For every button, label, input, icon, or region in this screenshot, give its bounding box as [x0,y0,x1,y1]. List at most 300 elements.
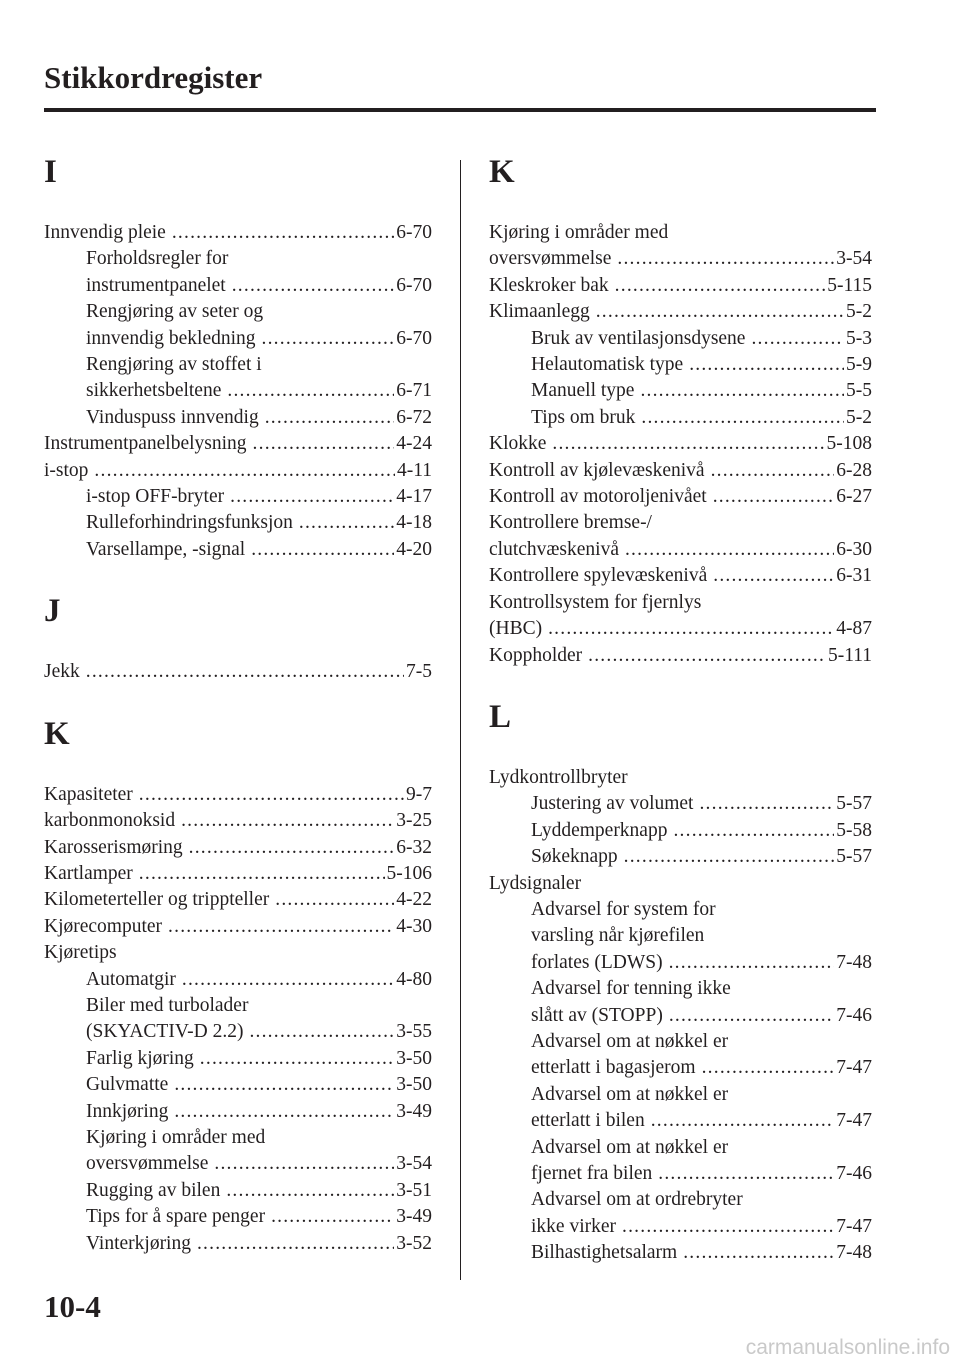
index-entry [44,940,432,966]
dot-leader [713,563,834,589]
entry-term: ikke virker [531,1215,617,1237]
entry-line [531,1082,872,1108]
entry-term: i-stop [44,459,89,481]
page-reference: 3-49 [396,1206,432,1228]
index-entry [489,643,872,669]
page-reference: 3-50 [396,1047,432,1069]
entry-term: Koppholder [489,644,583,666]
dot-leader [265,405,395,431]
dot-leader [197,1231,394,1257]
entry-line [86,405,432,431]
entry-list [489,765,872,1267]
entry-term: Kontrollere bremse-/ [489,512,652,534]
page-reference: 3-55 [396,1021,432,1043]
page-reference: 4-22 [396,889,432,911]
index-entry [489,299,872,325]
index-subentry [44,993,432,1046]
index-subentry [44,537,432,563]
dot-leader [711,458,835,484]
entry-term: Varsellampe, -signal [86,538,246,560]
entry-line [86,1072,432,1098]
entry-term: Kjøretips [44,942,117,964]
index-entry [44,914,432,940]
entry-line [531,405,872,431]
page-reference: 6-72 [396,406,432,428]
page-reference: 7-47 [836,1215,872,1237]
index-subentry [44,484,432,510]
entry-line [86,1151,432,1177]
index-entry [489,458,872,484]
header-rule [44,108,876,112]
page-reference: 5-3 [846,327,872,349]
entry-line [86,993,432,1019]
entry-line [86,537,432,563]
entry-line [531,976,872,1002]
entry-line [531,923,872,949]
page-reference: 3-25 [396,810,432,832]
entry-term: Rengjøring av stoffet i [86,354,262,376]
dot-leader [658,1161,834,1187]
index-subentry [489,897,872,976]
entry-line [86,378,432,404]
entry-line [531,1187,872,1213]
dot-leader [226,1178,394,1204]
entry-term: Kjøring i områder med [86,1126,266,1148]
index-subentry [489,405,872,431]
entry-term: Advarsel for tenning ikke [531,978,731,1000]
page-reference: 6-31 [836,565,872,587]
entry-term: Forholdsregler for [86,248,229,270]
entry-line [86,352,432,378]
entry-term: Kontrollsystem for fjernlys [489,591,702,613]
entry-term: Kleskroker bak [489,274,609,296]
entry-line [531,326,872,352]
index-subentry [489,1240,872,1266]
dot-leader [139,861,385,887]
index-entry [44,835,432,861]
entry-term: Lyddemperknapp [531,819,668,841]
index-subentry [489,1187,872,1240]
index-subentry [489,352,872,378]
entry-term: slått av (STOPP) [531,1004,663,1026]
entry-term: Innvendig pleie [44,222,166,243]
index-subentry [489,976,872,1029]
index-entry [489,484,872,510]
entry-term: sikkerhetsbeltene [86,380,222,402]
entry-line [531,352,872,378]
entry-line [489,431,872,457]
dot-leader [262,326,395,352]
dot-leader [271,1204,394,1230]
entry-term: Manuell type [531,380,635,402]
index-entry [489,431,872,457]
entry-term: Karosserismøring [44,836,183,858]
index-entry [489,590,872,643]
dot-leader [713,484,835,510]
index-subentry [44,1125,432,1178]
entry-line [44,458,432,484]
entry-line [531,378,872,404]
entry-term: (HBC) [489,618,543,640]
dot-leader [624,844,835,870]
entry-line [86,326,432,352]
entry-line [531,1135,872,1161]
entry-line [489,643,872,669]
entry-line [489,563,872,589]
dot-leader [253,431,395,457]
index-subentry [44,1231,432,1257]
page-reference: 6-30 [836,538,872,560]
page-reference: 5-57 [836,846,872,868]
entry-line [86,967,432,993]
section-letter: I [44,154,57,190]
index-entry [44,782,432,808]
page-reference: 4-87 [836,618,872,640]
dot-leader [683,1240,834,1266]
dot-leader [640,378,844,404]
page-reference: 3-54 [836,248,872,270]
index-entry [489,273,872,299]
entry-line [86,1231,432,1257]
entry-term: fjernet fra bilen [531,1163,653,1184]
dot-leader [200,1046,394,1072]
entry-line [531,791,872,817]
dot-leader [641,405,844,431]
index-subentry [44,405,432,431]
entry-line [531,1029,872,1055]
index-entry [489,510,872,563]
section-letter: L [489,698,512,735]
dot-leader [251,537,394,563]
index-subentry [489,844,872,870]
page-reference: 5-2 [846,406,872,428]
dot-leader [86,659,404,685]
dot-leader [94,458,395,484]
entry-line [531,897,872,923]
entry-term: Farlig kjøring [86,1047,194,1069]
entry-term: i-stop OFF-bryter [86,486,225,508]
entry-line [531,844,872,870]
entry-line [489,871,872,897]
entry-line [489,273,872,299]
entry-line [44,659,432,685]
entry-term: Advarsel om at nøkkel er [531,1030,729,1052]
entry-line [531,1240,872,1266]
entry-line [531,1055,872,1081]
entry-list [489,220,872,669]
entry-line [531,1161,872,1187]
page-reference: 3-50 [396,1074,432,1096]
index-subentry [44,246,432,299]
index-column-right [489,150,872,1267]
entry-term: Lydkontrollbryter [489,766,628,788]
page-header-title: Stikkordregister [44,60,263,95]
entry-term: Justering av volumet [531,793,694,815]
index-subentry [489,378,872,404]
dot-leader [299,510,394,536]
index-subentry [489,326,872,352]
dot-leader [751,326,844,352]
page-reference: 7-48 [836,1242,872,1264]
dot-leader [673,818,834,844]
dot-leader [669,950,835,976]
entry-term: Advarsel om at nøkkel er [531,1083,729,1105]
entry-line [489,299,872,325]
index-section-i [44,150,432,563]
entry-line [489,484,872,510]
entry-term: oversvømmelse [86,1153,209,1175]
entry-term: Innkjøring [86,1100,169,1122]
entry-term: Advarsel om at ordrebryter [531,1189,743,1211]
page-reference: 3-51 [396,1179,432,1201]
page-reference: 5-2 [846,301,872,323]
index-subentry [44,1072,432,1098]
entry-line [44,887,432,913]
dot-leader [249,1019,394,1045]
index-section-l [489,695,872,1267]
entry-term: etterlatt i bilen [531,1110,645,1132]
entry-term: Søkeknapp [531,846,618,868]
dot-leader [189,835,395,861]
entry-term: Advarsel om at nøkkel er [531,1136,729,1158]
index-entry [44,887,432,913]
index-entry [44,431,432,457]
index-section-j [44,589,432,685]
entry-line [86,246,432,272]
entry-line [531,950,872,976]
entry-line [86,273,432,299]
entry-list [44,220,432,563]
section-letter: J [44,593,61,630]
index-entry [44,458,432,484]
dot-leader [596,299,844,325]
index-subentry [44,1099,432,1125]
entry-line [489,220,872,246]
index-entry [44,808,432,834]
entry-term: Vinterkjøring [86,1232,191,1254]
entry-term: Bilhastighetsalarm [531,1242,678,1264]
dot-leader [181,808,394,834]
entry-term: Instrumentpanelbelysning [44,433,247,455]
entry-line [86,299,432,325]
section-letter: K [489,154,515,190]
page-reference: 4-20 [396,538,432,560]
entry-line [44,940,432,966]
page-reference: 5-58 [836,819,872,841]
index-subentry [44,1204,432,1230]
index-entry [44,861,432,887]
entry-term: Rugging av bilen [86,1179,221,1201]
index-subentry [44,1178,432,1204]
dot-leader [232,273,395,299]
entry-term: Rengjøring av seter og [86,301,264,323]
page-reference: 7-46 [836,1004,872,1026]
page-reference: 7-5 [406,661,432,683]
entry-term: oversvømmelse [489,248,612,270]
page-reference: 5-115 [827,274,872,296]
entry-line [489,765,872,791]
entry-term: Kilometerteller og trippteller [44,889,270,911]
entry-line [489,590,872,616]
index-subentry [44,967,432,993]
dot-leader [168,914,394,940]
entry-term: Klimaanlegg [489,301,590,323]
index-subentry [44,352,432,405]
dot-leader [230,484,394,510]
entry-term: varsling når kjørefilen [531,925,705,947]
dot-leader [214,1151,394,1177]
dot-leader [275,887,394,913]
dot-leader [699,791,834,817]
page-reference: 6-71 [396,380,432,402]
entry-term: forlates (LDWS) [531,951,663,973]
entry-term: Kjørecomputer [44,915,163,937]
page-reference: 7-47 [836,1057,872,1079]
dot-leader [622,1214,834,1240]
index-subentry [44,510,432,536]
page-reference: 4-80 [396,968,432,990]
entry-line [489,537,872,563]
entry-term: Kontrollere spylevæskenivå [489,565,708,587]
entry-term: Automatgir [86,968,176,990]
page-reference: 6-27 [836,486,872,508]
index-entry [44,220,432,246]
page-reference: 3-49 [396,1100,432,1122]
index-entry [489,871,872,897]
entry-term: Gulvmatte [86,1074,169,1096]
entry-line [489,246,872,272]
page-reference: 7-48 [836,951,872,973]
entry-list [44,659,432,685]
entry-term: Helautomatisk type [531,354,684,376]
entry-term: Jekk [44,661,80,683]
page-reference: 9-7 [406,783,432,805]
entry-term: innvendig bekledning [86,327,256,349]
dot-leader [548,616,834,642]
page-reference: 4-30 [396,915,432,937]
page-reference: 6-70 [396,222,432,243]
entry-term: Kjøring i områder med [489,222,669,243]
dot-leader [552,431,824,457]
entry-term: Klokke [489,433,547,455]
entry-line [44,220,432,246]
index-subentry [489,1082,872,1135]
entry-term: Kontroll av motoroljenivået [489,486,707,508]
dot-leader [689,352,844,378]
page-reference: 4-18 [396,512,432,534]
entry-line [44,431,432,457]
index-subentry [44,1046,432,1072]
index-entry [489,220,872,273]
page-reference: 5-106 [386,862,432,884]
entry-line [44,861,432,887]
index-section-k [489,150,872,669]
page-reference: 6-32 [396,836,432,858]
dot-leader [172,220,394,246]
dot-leader [651,1108,835,1134]
entry-line [86,1099,432,1125]
entry-term: Bruk av ventilasjonsdysene [531,327,746,349]
entry-term: instrumentpanelet [86,274,226,296]
index-subentry [489,818,872,844]
entry-line [531,1108,872,1134]
dot-leader [139,782,404,808]
entry-term: Advarsel for system for [531,898,716,920]
page-reference: 4-11 [396,459,432,481]
entry-line [86,510,432,536]
entry-term: karbonmonoksid [44,810,176,832]
page-reference: 7-46 [836,1163,872,1184]
index-entry [44,659,432,685]
page-reference: 6-70 [396,274,432,296]
entry-line [86,1046,432,1072]
entry-list [44,782,432,1257]
page-reference: 3-54 [396,1153,432,1175]
dot-leader [617,246,834,272]
index-section-k [44,712,432,1257]
index-entry [489,765,872,791]
watermark: carmanualsonline.info [745,1336,950,1359]
entry-line [44,835,432,861]
dot-leader [702,1055,835,1081]
entry-line [531,1003,872,1029]
page-reference: 5-108 [826,433,872,455]
page-reference: 6-28 [836,459,872,481]
entry-term: Kontroll av kjølevæskenivå [489,459,705,481]
dot-leader [174,1099,394,1125]
entry-line [86,1125,432,1151]
dot-leader [615,273,826,299]
section-letter: K [44,715,70,752]
entry-term: Rulleforhindringsfunksjon [86,512,293,534]
entry-line [489,616,872,642]
page-reference: 7-47 [836,1110,872,1132]
index-subentry [489,1029,872,1082]
page-reference: 5-5 [846,380,872,402]
dot-leader [174,1072,394,1098]
entry-term: Kartlamper [44,862,133,884]
entry-line [44,808,432,834]
entry-term: Vinduspuss innvendig [86,406,259,428]
index-subentry [489,791,872,817]
dot-leader [669,1003,834,1029]
page-reference: 3-52 [396,1232,432,1254]
entry-line [86,1019,432,1045]
page-reference: 5-111 [827,644,872,666]
entry-line [489,510,872,536]
page-reference: 4-24 [396,433,432,455]
entry-line [44,914,432,940]
page-reference: 6-70 [396,327,432,349]
index-entry [489,563,872,589]
entry-term: clutchvæskenivå [489,538,619,560]
index-subentry [44,299,432,352]
dot-leader [625,537,834,563]
entry-term: Kapasiteter [44,783,133,805]
entry-line [44,782,432,808]
dot-leader [182,967,394,993]
entry-term: Tips for å spare penger [86,1206,266,1228]
entry-line [86,484,432,510]
dot-leader [588,643,826,669]
page-number: 10-4 [44,1289,101,1324]
page-reference: 4-17 [396,486,432,508]
entry-line [489,458,872,484]
entry-line [531,1214,872,1240]
entry-term: Lydsignaler [489,872,582,894]
page-reference: 5-57 [836,793,872,815]
entry-term: (SKYACTIV-D 2.2) [86,1021,244,1043]
